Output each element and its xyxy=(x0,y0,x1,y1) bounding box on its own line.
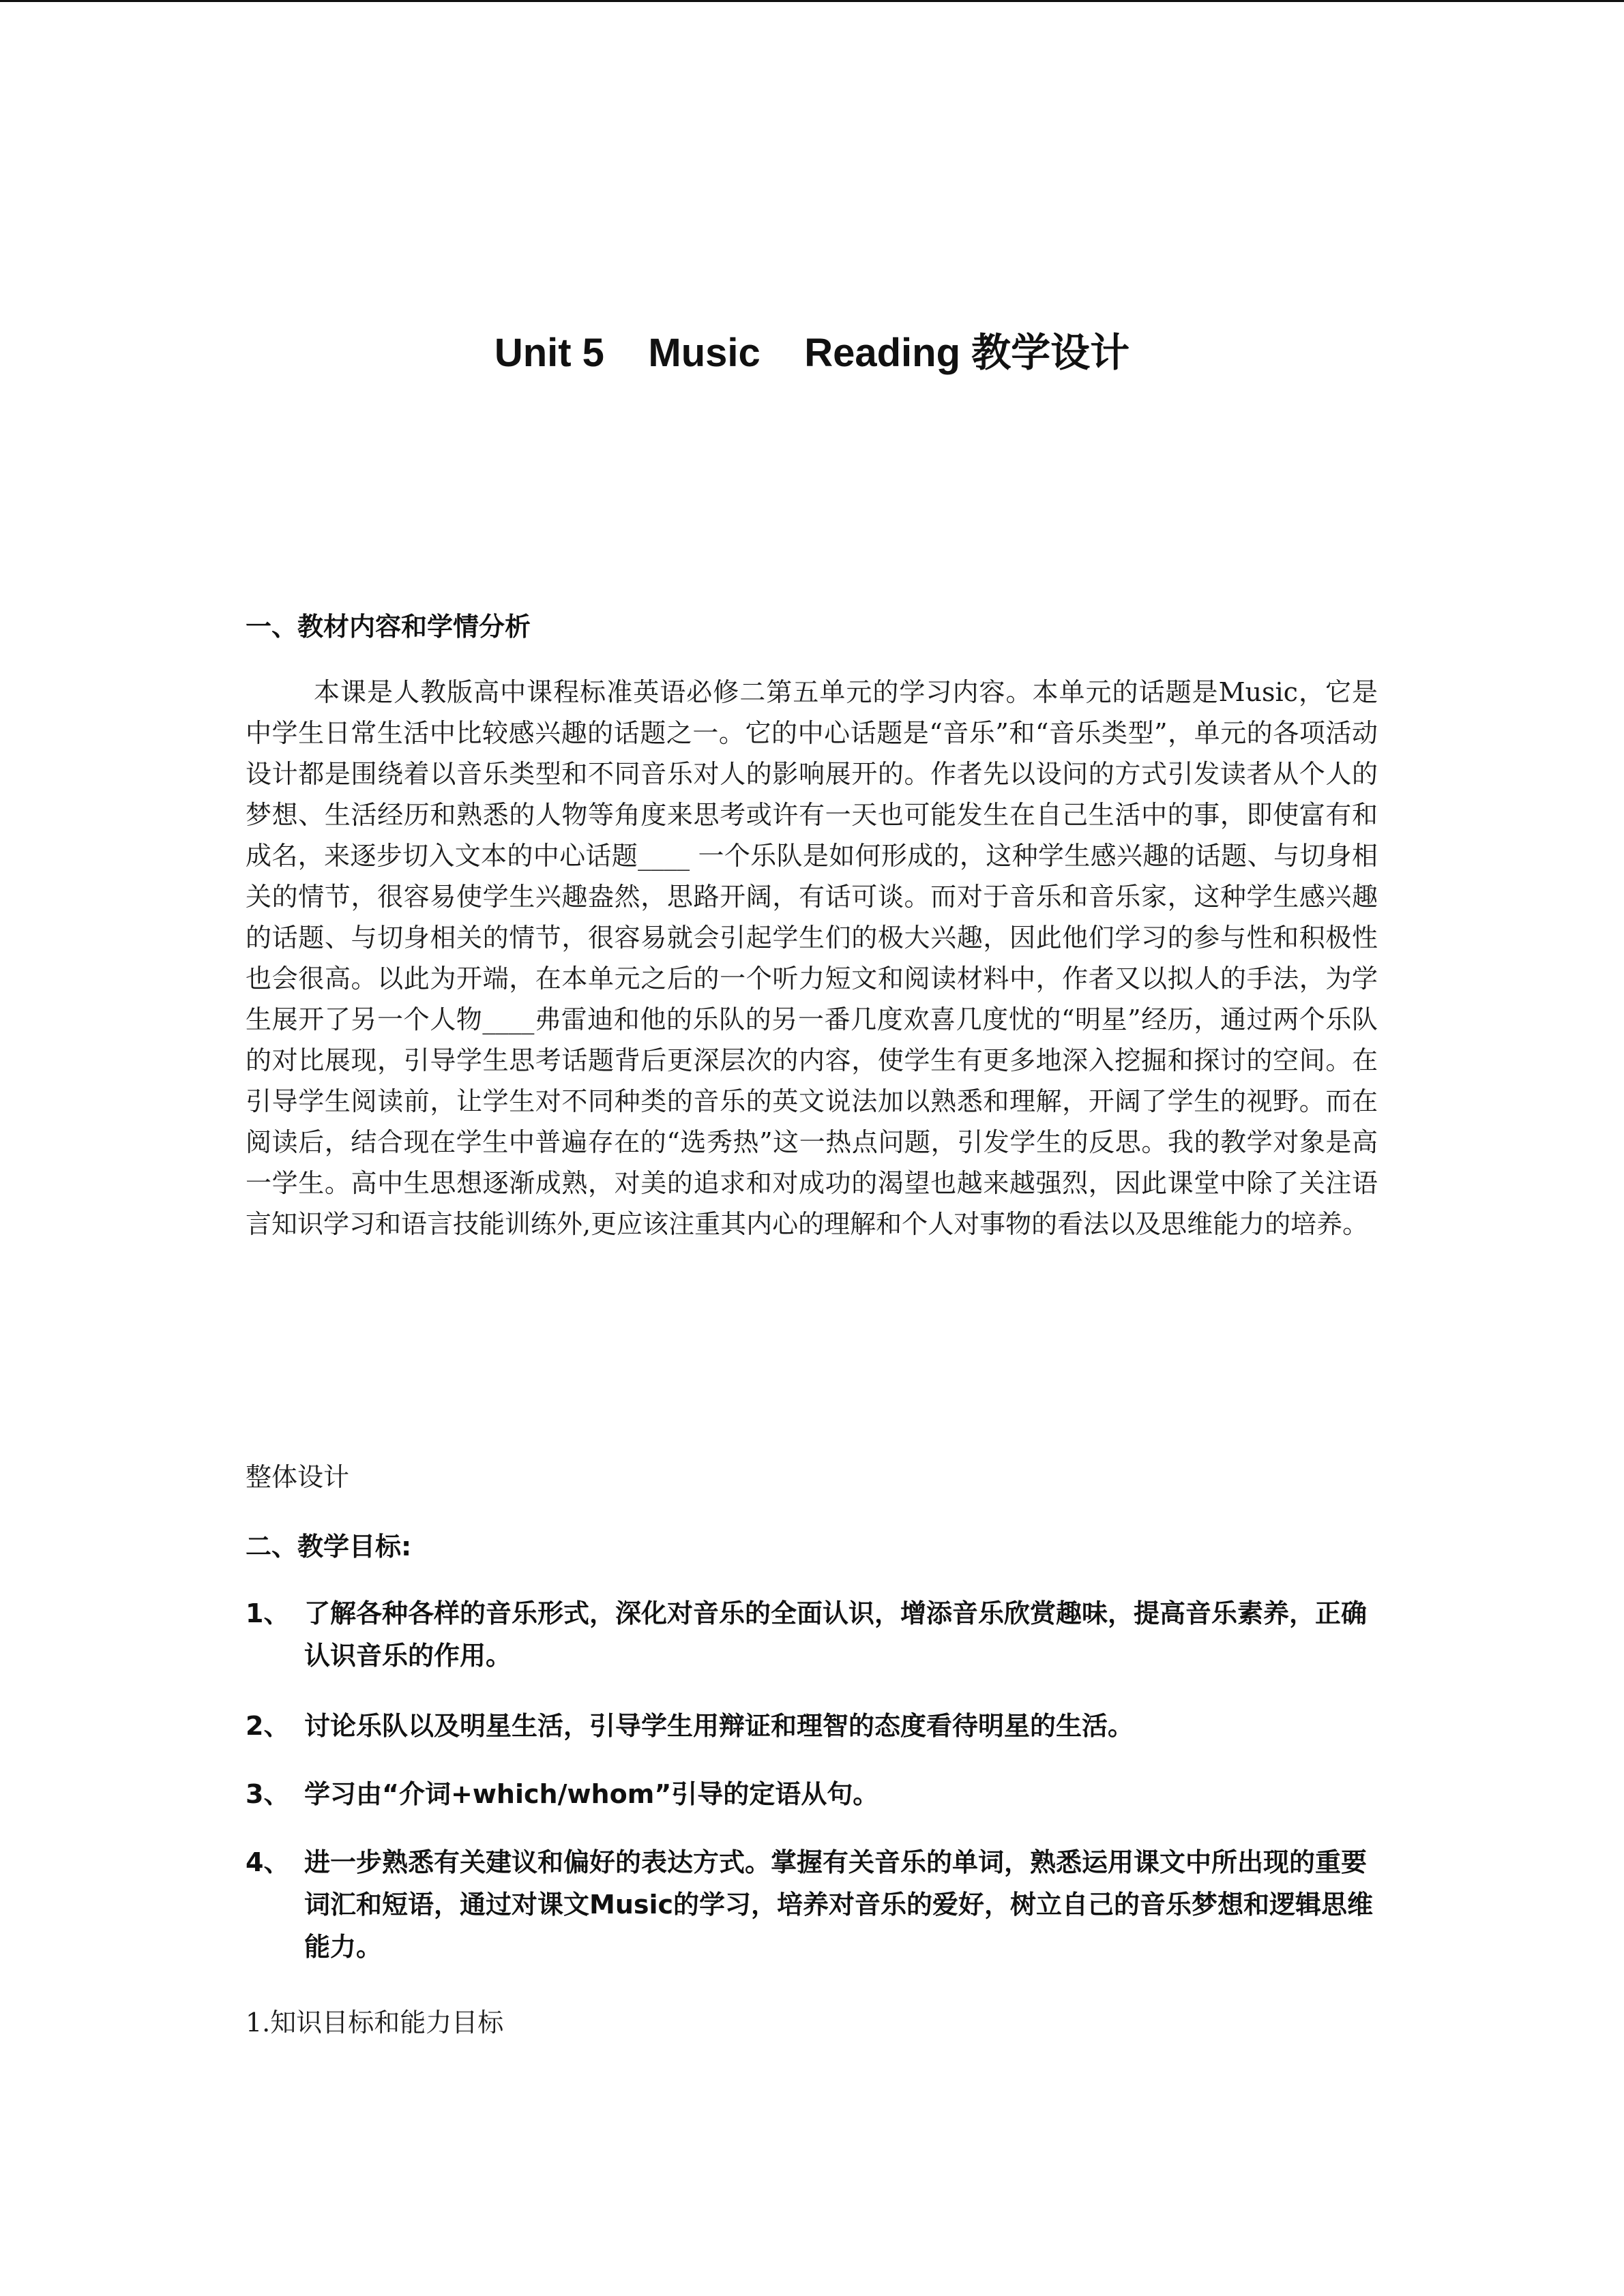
goal-text: 学习由“介词+which/whom”引导的定语从句。 xyxy=(304,1779,879,1809)
goal-text: 了解各种各样的音乐形式，深化对音乐的全面认识，增添音乐欣赏趣味，提高音乐素养，正确认识音乐的作用。 xyxy=(304,1598,1368,1671)
goal-number: 1、 xyxy=(246,1598,290,1628)
section-heading-analysis: 一、教材内容和学情分析 xyxy=(246,612,531,642)
goal-item xyxy=(246,1841,1378,1968)
goal-number: 2、 xyxy=(246,1711,290,1741)
goal-number: 4、 xyxy=(246,1847,290,1877)
document-title: Unit 5 Music Reading 教学设计 xyxy=(494,331,1130,375)
section-heading-goals: 二、教学目标: xyxy=(246,1532,412,1562)
analysis-paragraph: 本课是人教版高中课程标准英语必修二第五单元的学习内容。本单元的话题是Music，它是中学生日常生活中比较感兴趣的话题之一。它的中心话题是“音乐”和“音乐类型”，单元的各项活动设计都是围绕着以音乐类型和不同音乐对人的影响展开的。作者先以设问的方式引发读者从个人的梦想、生活经历和熟悉的人物等角度来思考或许有一天也可能发生在自己生活中的事，即使富有和成名，来逐步切入文本的中心话题____ 一个乐队是如何形成的，这种学生感兴趣的话题、与切身相关的情节，很容易使学生兴趣盎然，思路开阔，有话可谈。而对于音乐和音乐家，这种学生感兴趣的话题、与切身相关的情节，很容易就会引起学生们的极大兴趣，因此他们学习的参与性和积极性也会很高。以此为开端，在本单元之后的一个听力短文和阅读材料中，作者又以拟人的手法，为学生展开了另一个人物____弗雷迪和他的乐队的另一番几度欢喜几度忧的“明星”经历，通过两个乐队的对比展现，引导学生思考话题背后更深层次的内容，使学生有更多地深入挖掘和探讨的空间。在引导学生阅读前，让学生对不同种类的音乐的英文说法加以熟悉和理解，开阔了学生的视野。而在阅读后，结合现在学生中普遍存在的“选秀热”这一热点问题，引发学生的反思。我的教学对象是高一学生。高中生思想逐渐成熟，对美的追求和对成功的渴望也越来越强烈，因此课堂中除了关注语言知识学习和语言技能训练外,更应该注重其内心的理解和个人对事物的看法以及思维能力的培养。 xyxy=(246,677,1378,1239)
goal-text: 讨论乐队以及明星生活，引导学生用辩证和理智的态度看待明星的生活。 xyxy=(304,1711,1134,1741)
page-top-border xyxy=(0,0,1624,2)
goal-item xyxy=(246,1705,1378,1747)
overall-design-label: 整体设计 xyxy=(246,1462,350,1492)
goal-number: 3、 xyxy=(246,1779,290,1809)
goal-text: 进一步熟悉有关建议和偏好的表达方式。掌握有关音乐的单词，熟悉运用课文中所出现的重要词汇和短语，通过对课文Music的学习，培养对音乐的爱好，树立自己的音乐梦想和逻辑思维能力。 xyxy=(304,1847,1374,1962)
goal-item xyxy=(246,1592,1378,1677)
subsection-heading-knowledge-goals: 1.知识目标和能力目标 xyxy=(246,2008,504,2038)
goal-item xyxy=(246,1773,1378,1815)
